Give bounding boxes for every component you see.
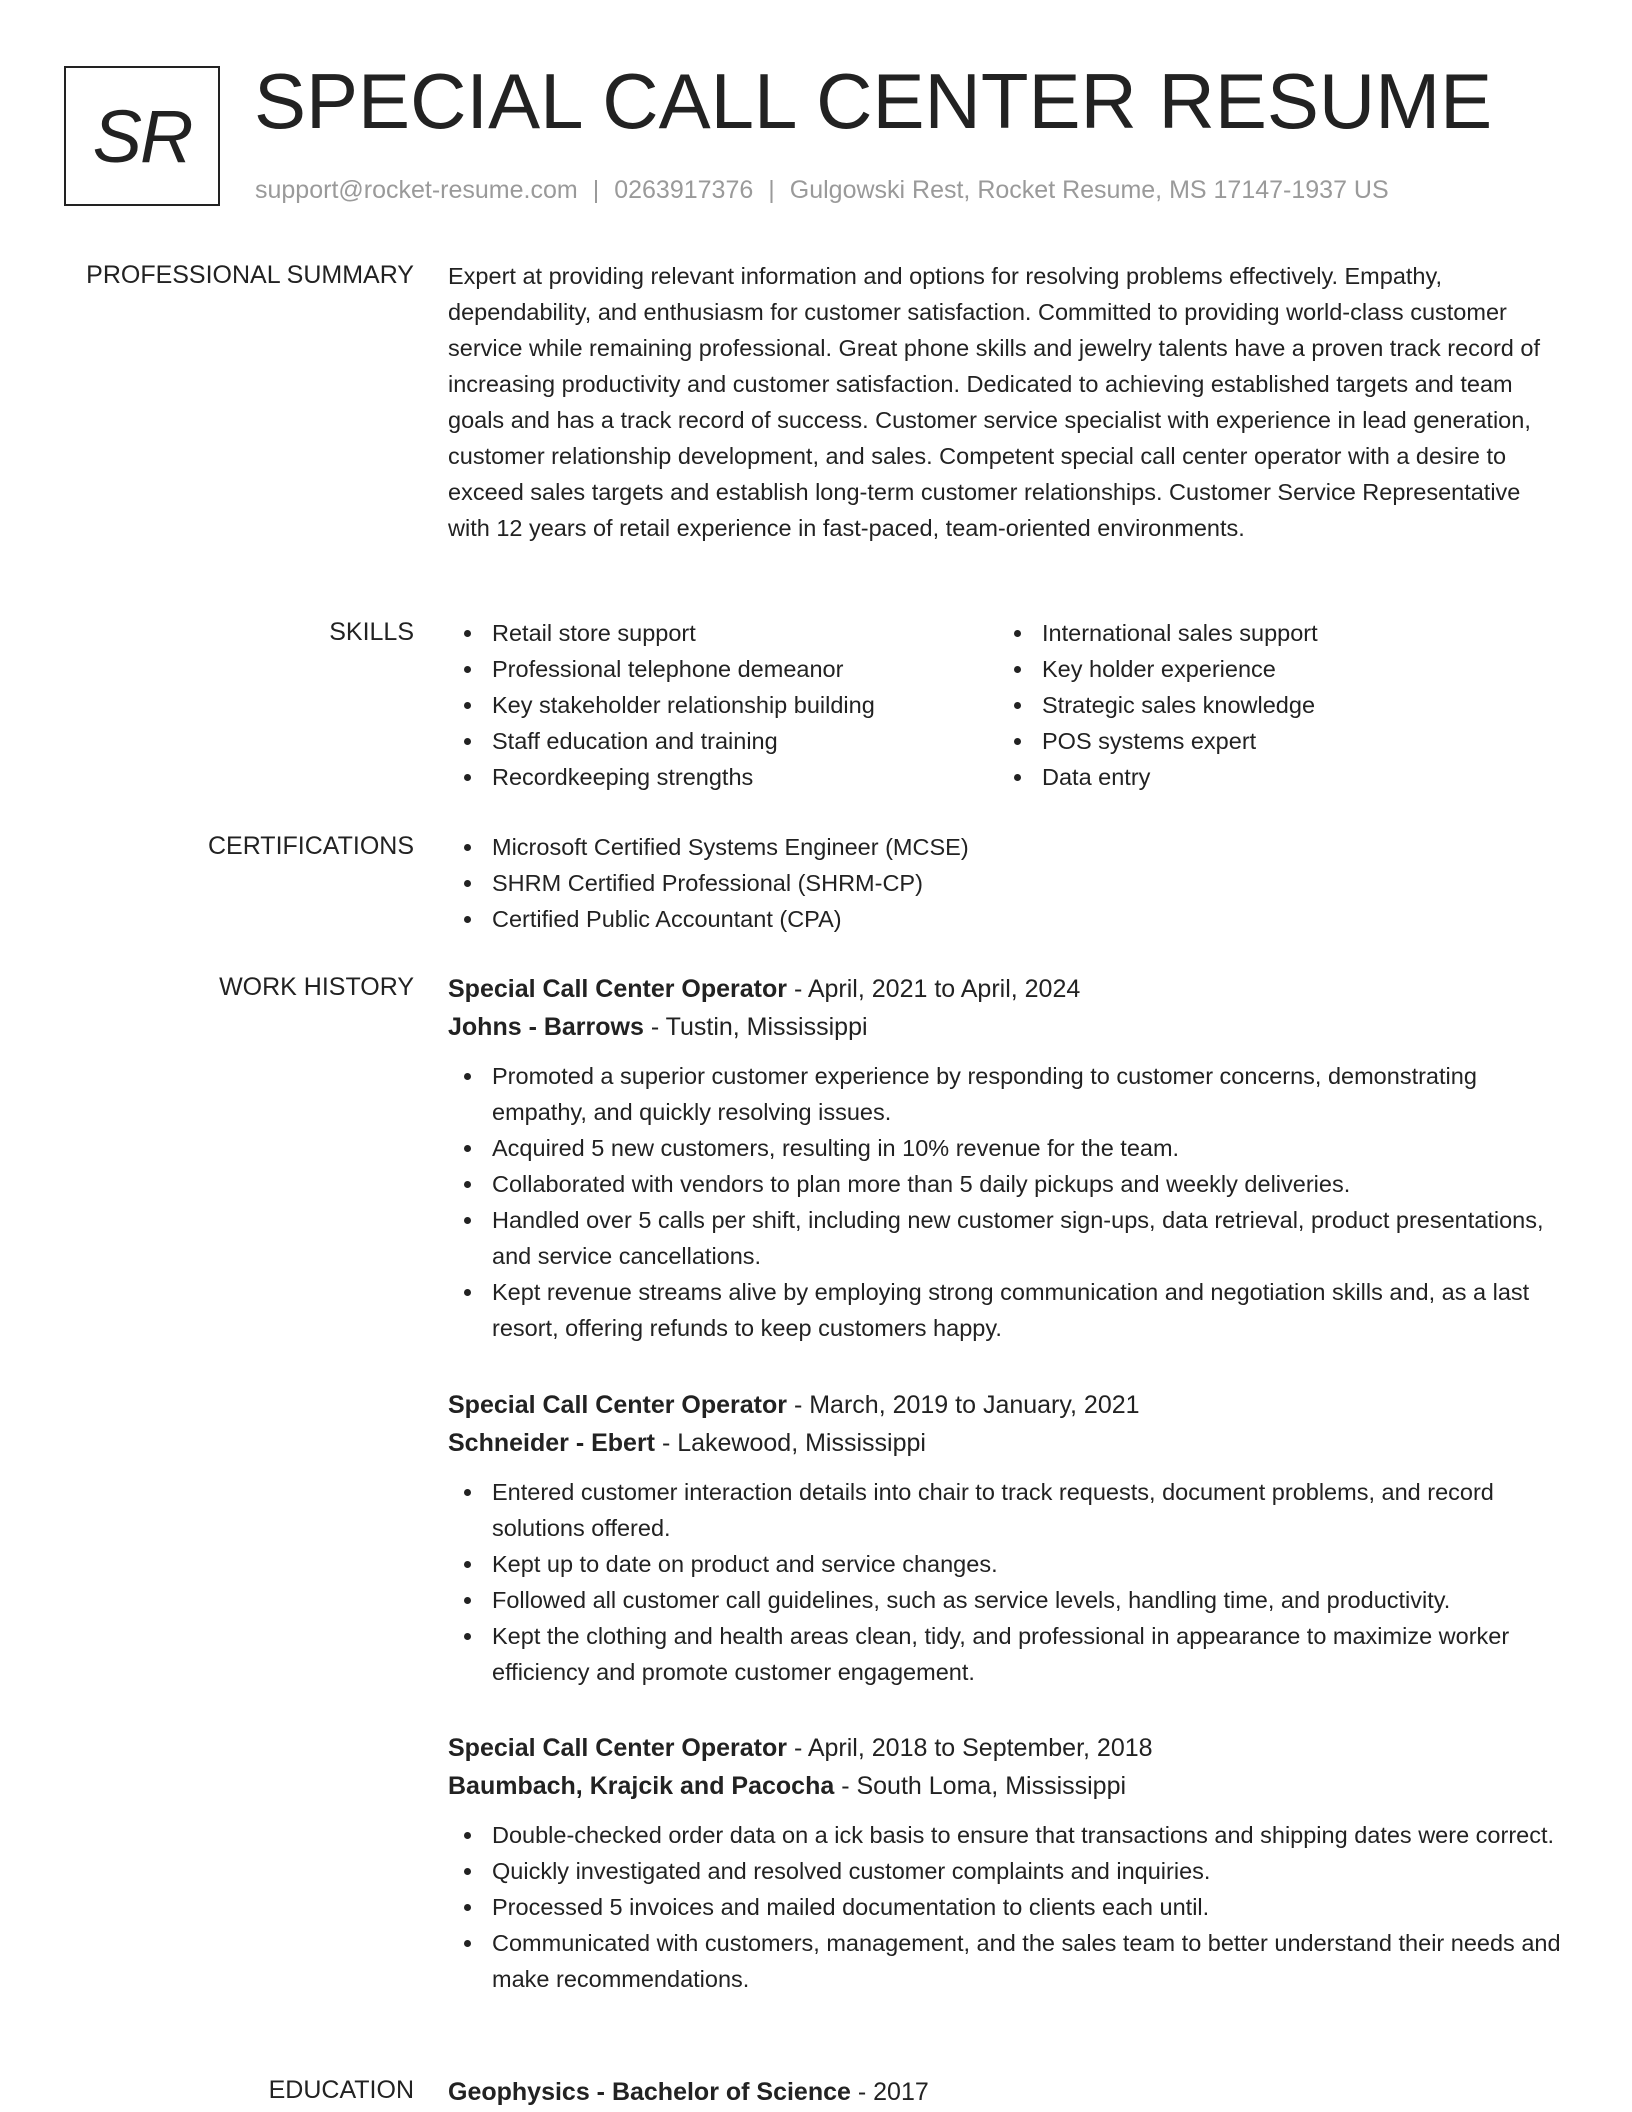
job-dates: - March, 2019 to January, 2021 bbox=[787, 1391, 1140, 1419]
job-location: - Tustin, Mississippi bbox=[643, 1013, 868, 1041]
job-dates: - April, 2018 to September, 2018 bbox=[787, 1734, 1153, 1762]
job-bullet: Quickly investigated and resolved customer complaints and inquiries. bbox=[448, 1853, 1568, 1889]
skill-item: International sales support bbox=[998, 615, 1548, 651]
skill-item: Professional telephone demeanor bbox=[448, 651, 998, 687]
job-bullet: Followed all customer call guidelines, such as service levels, handling time, and productivity. bbox=[448, 1582, 1568, 1618]
job-bullet-list bbox=[448, 1817, 1568, 1997]
job-company: Johns - Barrows bbox=[448, 1013, 644, 1041]
skill-item: Key stakeholder relationship building bbox=[448, 687, 998, 723]
summary-text: Expert at providing relevant information and options for resolving problems effectively. Empathy, dependability, and enthusiasm for customer satisfaction. Committed to providing world-class customer service while remaining professional. Great phone skills and jewelry talents have a proven track record of increasing productivity and customer satisfaction. Dedicated to achieving established targets and team goals and has a track record of success. Customer service specialist with experience in lead generation, customer relationship development, and sales. Competent special call center operator with a desire to exceed sales targets and establish long-term customer relationships. Customer Service Representative with 12 years of retail experience in fast-paced, team-oriented environments. bbox=[448, 263, 1540, 541]
section-label-skills: SKILLS bbox=[329, 618, 414, 646]
education-degree: Geophysics - Bachelor of Science bbox=[448, 2078, 851, 2106]
job-bullet: Handled over 5 calls per shift, including new customer sign-ups, data retrieval, product presentations, and service cancellations. bbox=[448, 1202, 1568, 1274]
job-bullet: Kept the clothing and health areas clean, tidy, and professional in appearance to maximize worker efficiency and promote customer engagement. bbox=[448, 1618, 1568, 1690]
contact-separator: | bbox=[592, 176, 600, 204]
section-label-education: EDUCATION bbox=[268, 2076, 414, 2104]
job-location: - South Loma, Mississippi bbox=[834, 1772, 1127, 1800]
job-title: Special Call Center Operator bbox=[448, 975, 788, 1003]
job-title-line bbox=[448, 1729, 1568, 1767]
job-bullet: Acquired 5 new customers, resulting in 10% revenue for the team. bbox=[448, 1130, 1568, 1166]
skill-item: Data entry bbox=[998, 759, 1548, 795]
job-bullet: Kept revenue streams alive by employing strong communication and negotiation skills and, as a last resort, offering refunds to keep customers happy. bbox=[448, 1274, 1568, 1346]
resume-title: SPECIAL CALL CENTER RESUME bbox=[254, 57, 1493, 145]
job-bullet: Processed 5 invoices and mailed documentation to clients each until. bbox=[448, 1889, 1568, 1925]
skills-list-left bbox=[448, 615, 998, 795]
contact-phone[interactable]: 0263917376 bbox=[614, 176, 754, 204]
job-title: Special Call Center Operator bbox=[448, 1391, 788, 1419]
certification-item: SHRM Certified Professional (SHRM-CP) bbox=[448, 865, 1568, 901]
job-bullet: Entered customer interaction details into chair to track requests, document problems, and record solutions offered. bbox=[448, 1474, 1568, 1546]
education-year: - 2017 bbox=[850, 2078, 929, 2106]
job-company-line bbox=[448, 1767, 1568, 1805]
section-label-certifications: CERTIFICATIONS bbox=[207, 832, 414, 860]
job-dates: - April, 2021 to April, 2024 bbox=[787, 975, 1081, 1003]
skill-item: Strategic sales knowledge bbox=[998, 687, 1548, 723]
job-company-line bbox=[448, 1424, 1568, 1462]
skill-item: Key holder experience bbox=[998, 651, 1548, 687]
certifications-list bbox=[448, 829, 1568, 937]
skills-list-right bbox=[998, 615, 1548, 795]
certification-item: Certified Public Accountant (CPA) bbox=[448, 901, 1568, 937]
contact-email[interactable]: support@rocket-resume.com bbox=[255, 176, 578, 204]
job-bullet: Promoted a superior customer experience by responding to customer concerns, demonstrating empathy, and quickly resolving issues. bbox=[448, 1058, 1568, 1130]
certification-item: Microsoft Certified Systems Engineer (MCSE) bbox=[448, 829, 1568, 865]
contact-separator: | bbox=[768, 176, 775, 204]
job-title-line bbox=[448, 1386, 1568, 1424]
education-line bbox=[448, 2073, 1568, 2111]
skill-item: Staff education and training bbox=[448, 723, 998, 759]
contact-address: Gulgowski Rest, Rocket Resume, MS 17147-1937 US bbox=[789, 176, 1389, 204]
job-bullet: Double-checked order data on a ick basis to ensure that transactions and shipping dates were correct. bbox=[448, 1817, 1568, 1853]
skill-item: Recordkeeping strengths bbox=[448, 759, 998, 795]
skill-item: Retail store support bbox=[448, 615, 998, 651]
skill-item: POS systems expert bbox=[998, 723, 1548, 759]
job-bullet-list bbox=[448, 1474, 1568, 1690]
job-location: - Lakewood, Mississippi bbox=[655, 1429, 926, 1457]
section-label-summary: PROFESSIONAL SUMMARY bbox=[86, 261, 414, 289]
job-bullet: Kept up to date on product and service changes. bbox=[448, 1546, 1568, 1582]
job-bullet: Communicated with customers, management, and the sales team to better understand their needs and make recommendations. bbox=[448, 1925, 1568, 1997]
job-title: Special Call Center Operator bbox=[448, 1734, 788, 1762]
job-title-line bbox=[448, 970, 1568, 1008]
job-company: Schneider - Ebert bbox=[448, 1429, 655, 1457]
monogram-badge: SR bbox=[64, 66, 220, 206]
job-company: Baumbach, Krajcik and Pacocha bbox=[448, 1772, 835, 1800]
job-bullet: Collaborated with vendors to plan more than 5 daily pickups and weekly deliveries. bbox=[448, 1166, 1568, 1202]
contact-line bbox=[255, 176, 1389, 205]
job-bullet-list bbox=[448, 1058, 1568, 1346]
section-label-work-history: WORK HISTORY bbox=[219, 973, 414, 1001]
job-company-line bbox=[448, 1008, 1568, 1046]
